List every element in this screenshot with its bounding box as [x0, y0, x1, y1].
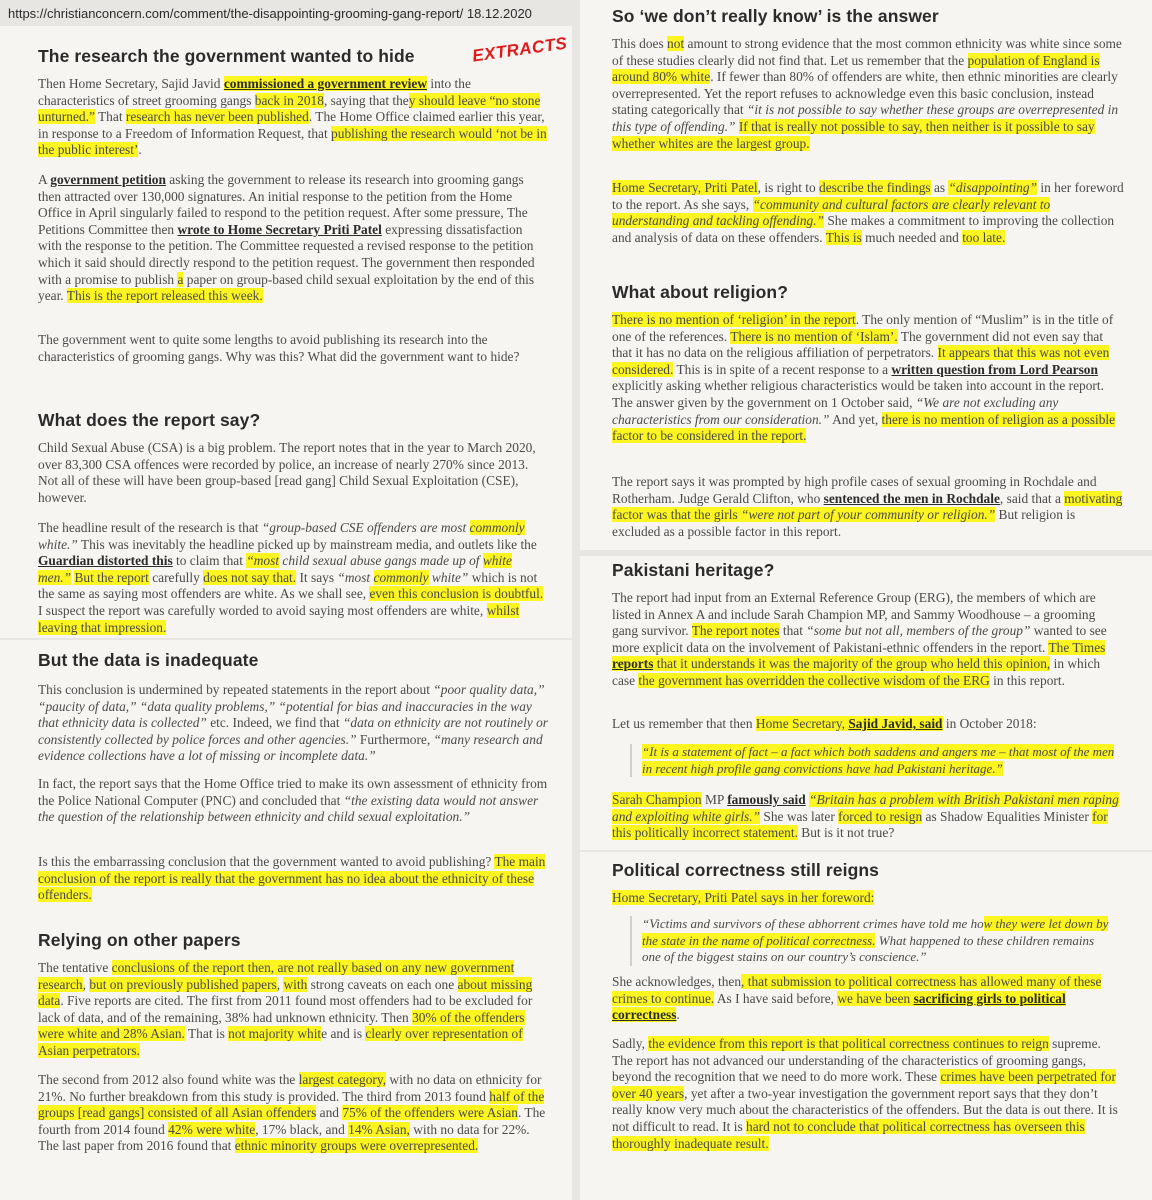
- text-run: . The Home Office claimed earlier this year, in response to a Freedom of Information Request, that: [38, 109, 545, 141]
- text-run: with no data on ethnicity for 21%. No further breakdown from this study is provided. The third from 2013 found: [38, 1072, 542, 1104]
- highlighted-text: It appears that this was not even considered.: [612, 345, 1110, 377]
- panel-research: [0, 26, 572, 638]
- paragraph: [612, 180, 1124, 246]
- highlighted-text: If that is really not possible to say, then neither is it possible to say whether whites are the largest group.: [612, 118, 1095, 151]
- extracts-stamp: EXTRACTS: [471, 33, 569, 66]
- highlighted-text: commonly: [469, 520, 525, 535]
- text-run: , 17% black, and: [255, 1121, 349, 1137]
- text-run: with no data for 22%. The last paper from 2016 found that: [38, 1121, 530, 1154]
- text-run: asking the government to release its research into grooming gangs then attracted over 130,000 signatures. An initial response to the petition from the Home Office in April singularly failed to respond to the petition request. After some pressure, The Petitions Committee then: [38, 172, 528, 237]
- heading-data-inadequate: But the data is inadequate: [38, 650, 259, 670]
- text-run: in which case: [612, 656, 1101, 688]
- paragraph: [612, 474, 1124, 540]
- highlighted-text: 14% Asian,: [348, 1121, 410, 1137]
- highlighted-text: describe the findings: [819, 180, 931, 195]
- text-run: A: [38, 172, 51, 187]
- inline-link[interactable]: sacrificing girls to political correctness: [612, 990, 1066, 1023]
- text-run: as Shadow Equalities Minister: [922, 808, 1093, 824]
- text-run: that: [779, 623, 807, 639]
- highlighted-text: hard not to conclude that political correctness has overseen this thoroughly inadequate result.: [612, 1118, 1085, 1151]
- highlighted-text: motivating factor was that the girls: [612, 490, 1123, 523]
- text-run: . The only mention of “Muslim” is in the title of one of the references.: [612, 312, 1114, 344]
- highlighted-text: “most: [246, 553, 280, 569]
- highlighted-text: Home Secretary, Priti Patel: [612, 180, 758, 195]
- highlighted-text: Sarah Champion: [612, 792, 702, 807]
- paragraph: [38, 960, 548, 1060]
- highlighted-text: 42% were white: [168, 1121, 256, 1137]
- highlighted-text: y should leave “no stone unturned.”: [38, 92, 541, 125]
- highlighted-text: “community and cultural factors are clearly relevant to understanding and tackling offending.”: [612, 196, 1051, 229]
- highlighted-text: “Britain has a problem with British Pakistani men raping and exploiting white girls.”: [612, 792, 1119, 824]
- inline-link[interactable]: written question from Lord Pearson: [891, 361, 1098, 377]
- highlighted-text: , that submission to political correctness has allowed many of these crimes to continue.: [612, 974, 1102, 1006]
- text-run: , is right to: [757, 180, 820, 195]
- highlighted-text: The Times: [1048, 639, 1106, 655]
- text-run: in October 2018:: [942, 716, 1037, 731]
- highlighted-text: “were not part of your community or religion.”: [741, 507, 996, 523]
- text-run: explicitly asking whether religious characteristics would be taken into account in the report. The answer given by the government on 1 October said,: [612, 378, 1104, 410]
- text-run: The government did not even say that that it has no data on the religious affiliation of perpetrators.: [612, 328, 1104, 361]
- text-run: This does: [612, 36, 668, 51]
- text-run: expressing dissatisfaction with the response to the petition. The Committee requested a revised response to the petition which it said should directly respond to the petition request. The government then responded with a promise to publish: [38, 221, 535, 287]
- highlighted-text: 30% of the offenders were white and 28% Asian.: [38, 1009, 525, 1042]
- text-run: But religion is excluded as a possible factor in this report.: [612, 507, 1076, 539]
- heading-report-says: What does the report say?: [38, 410, 261, 430]
- text-run: “some but not all, members of the group”: [806, 623, 1031, 639]
- highlighted-text: even this conclusion is doubtful.: [369, 586, 544, 602]
- paragraph: [612, 716, 1124, 733]
- panel-pakistani: [580, 556, 1152, 850]
- text-run: In fact, the report says that the Home Office tried to make its own assessment of ethnicity from the Police National Computer (PNC) and concluded that: [38, 776, 548, 808]
- text-run: Then Home Secretary, Sajid Javid: [38, 76, 224, 91]
- inline-link[interactable]: wrote to Home Secretary Priti Patel: [177, 221, 382, 237]
- text-run: to claim that: [172, 553, 247, 569]
- text-run: .: [676, 1007, 680, 1023]
- highlighted-text: there is no mention of religion as a possible factor to be considered in the report.: [612, 411, 1116, 444]
- paragraph: [38, 682, 548, 765]
- text-run: “it is not possible to say whether these groups are overrepresented in this type of offending.”: [612, 102, 1119, 134]
- text-run: , saying that the: [323, 92, 409, 108]
- paragraph: [612, 974, 1124, 1024]
- text-run: “group-based CSE offenders are most: [261, 520, 470, 535]
- highlighted-text: There is no mention of ‘religion’ in the report: [612, 312, 856, 327]
- text-run: white.”: [38, 536, 78, 552]
- text-run: e and is: [321, 1026, 366, 1042]
- highlighted-text: Home Secretary, Priti Patel says in her foreword:: [612, 890, 875, 905]
- text-run: “Victims and survivors of these abhorrent crimes have told me ho: [642, 916, 984, 931]
- paragraph: [38, 332, 548, 365]
- highlighted-text: whilst leaving that impression.: [38, 602, 520, 635]
- text-run: into the characteristics of street grooming gangs: [38, 76, 471, 108]
- text-run: “poor quality data,” “paucity of data,” “data quality problems,” “potential for bias and inaccuracies in the way that ethnicity data is collected”: [38, 682, 545, 731]
- highlighted-text: a: [177, 271, 184, 287]
- paragraph: [38, 854, 548, 904]
- text-run: This was inevitably the headline picked up by mainstream media, and outlets like the: [77, 536, 537, 552]
- paragraph: [612, 890, 1124, 907]
- text-run: She acknowledges, then: [612, 974, 742, 989]
- text-run: “data on ethnicity are not routinely or consistently collected by police forces and other agencies.”: [38, 715, 548, 747]
- heading-dont-know: So ‘we don’t really know’ is the answer: [612, 6, 939, 26]
- right-column: [580, 0, 1152, 1200]
- text-run: ,: [276, 976, 284, 992]
- text-run: and: [316, 1105, 343, 1121]
- text-run: This conclusion is undermined by repeated statements in the report about: [38, 682, 434, 697]
- text-run: much needed and: [861, 229, 963, 245]
- text-run: The report had input from an External Reference Group (ERG), the members of which are listed in Annex A and include Sarah Champion MP, and Sammy Woodhouse – a grooming gang survivor.: [612, 590, 1096, 639]
- text-run: wanted to see more explicit data on the involvement of Pakistani-ethnic offenders in the report.: [612, 623, 1107, 655]
- text-run: ,: [82, 976, 90, 992]
- text-run: The headline result of the research is that: [38, 520, 262, 535]
- text-run: She makes a commitment to improving the collection and analysis of data on these offenders.: [612, 213, 1115, 245]
- text-run: Sadly,: [612, 1036, 649, 1051]
- text-run: The second from 2012 also found white was the: [38, 1072, 299, 1087]
- text-run: MP: [701, 792, 728, 807]
- heading-research: The research the government wanted to hide: [38, 46, 415, 66]
- paragraph: [38, 440, 548, 506]
- highlighted-text: the government has overridden the collective wisdom of the ERG: [638, 672, 990, 688]
- text-run: amount to strong evidence that the most common ethnicity was white since some of these studies clearly did not find that. Let us remember that the: [612, 36, 1122, 68]
- text-run: in this report.: [989, 672, 1065, 688]
- highlighted-text: This is the report released this week.: [66, 288, 263, 304]
- highlighted-text: we have been: [837, 990, 914, 1006]
- highlighted-text: Home Secretary,: [755, 716, 849, 731]
- text-run: But is it not true?: [797, 825, 895, 841]
- inline-link[interactable]: government petition: [50, 172, 166, 187]
- panel-data: [0, 640, 572, 1200]
- highlighted-text: the evidence from this report is that political correctness continues to reign: [648, 1036, 1049, 1051]
- highlighted-text: white men.”: [38, 553, 512, 585]
- highlighted-text: about missing data: [38, 976, 533, 1009]
- text-run: This is in spite of a recent response to a: [673, 361, 892, 377]
- highlighted-text: “disappointing”: [948, 180, 1038, 195]
- text-run: Is this the embarrassing conclusion that the government wanted to avoid publishing?: [38, 854, 495, 869]
- highlighted-text: “It is a statement of fact – a fact which both saddens and angers me – that most of the men in recent high profile gang convictions have had Pakistani heritage.”: [642, 744, 1115, 776]
- highlighted-text: largest category,: [298, 1072, 387, 1087]
- inline-link[interactable]: Guardian distorted this: [38, 553, 173, 569]
- text-run: The government went to quite some lengths to avoid publishing its research into the characteristics of grooming gangs. Why was this? What did the government want to hide?: [38, 332, 520, 364]
- text-run: As I have said before,: [714, 990, 838, 1006]
- highlighted-text: does not say that.: [203, 569, 297, 585]
- text-run: I suspect the report was carefully worded to avoid saying most offenders are white,: [38, 602, 487, 618]
- text-run: child sexual abuse gangs made up of: [279, 553, 483, 569]
- left-column: [0, 0, 572, 1200]
- inline-link[interactable]: Sajid Javid, said: [848, 716, 943, 731]
- highlighted-text: forced to resign: [838, 808, 923, 824]
- paragraph: [38, 520, 548, 636]
- paragraph: [612, 792, 1124, 842]
- highlighted-text: back in 2018: [254, 92, 324, 108]
- paragraph: [612, 1036, 1124, 1152]
- inline-link[interactable]: commissioned a government review: [223, 76, 427, 91]
- quote-javid: [630, 744, 1116, 777]
- highlighted-text: half of the groups [read gangs] consisted of all Asian offenders: [38, 1088, 545, 1121]
- text-run: Child Sexual Abuse (CSA) is a big problem. The report notes that in the year to March 2020, over 83,300 CSA offences were recorded by police, an increase of nearly 270% since 2013. Not all of these will have been group-based [read gang] Child Sexual Exploitation (CSE), however.: [38, 440, 536, 505]
- paragraph: [612, 36, 1124, 152]
- highlighted-text: too late.: [962, 229, 1006, 245]
- highlighted-text: crimes have been perpetrated for over 40 years: [612, 1069, 1116, 1101]
- highlighted-text: commonly: [373, 569, 429, 585]
- highlighted-text: The main conclusion of the report is really that the government has no idea about the ethnicity of these offenders.: [38, 854, 546, 903]
- text-run: “the existing data would not answer the question of the relationship between ethnicity and child sexual exploitation.”: [38, 792, 539, 825]
- highlighted-text: not: [667, 36, 685, 51]
- heading-pakistani-heritage: Pakistani heritage?: [612, 560, 775, 580]
- text-run: Furthermore,: [356, 731, 434, 747]
- panel-political-correctness: [580, 852, 1152, 1200]
- text-run: . Five reports are cited. The first from 2011 found most offenders had to be excluded for lack of data, and of the remaining, 38% had unknown ethnicity. Then: [38, 993, 533, 1025]
- highlighted-text: ethnic minority groups were overrepresented.: [234, 1138, 479, 1154]
- text-run: The report says it was prompted by high profile cases of sexual grooming in Rochdale and Rotherham. Judge Gerald Clifton, who: [612, 474, 1097, 506]
- paragraph: [38, 776, 548, 826]
- text-run: It says: [296, 569, 338, 585]
- panel-answer: [580, 0, 1152, 550]
- text-run: She was later: [760, 808, 839, 824]
- highlighted-text: not majority whit: [228, 1026, 322, 1042]
- text-run: , said that a: [999, 490, 1065, 506]
- paragraph: [612, 590, 1124, 690]
- text-run: . The fourth from 2014 found: [38, 1105, 546, 1137]
- text-run: That is: [184, 1026, 229, 1042]
- text-run: And yet,: [829, 411, 882, 427]
- text-run: supreme. The report has not advanced our understanding of the characteristics of grooming gangs, beyond the recognition that we need to do more work. These: [612, 1036, 1101, 1085]
- text-run: in her foreword to the report. As she says,: [612, 180, 1124, 212]
- text-run: which is not the same as saying most offenders are white. As we shall see,: [38, 569, 538, 602]
- inline-link[interactable]: sentenced the men in Rochdale: [823, 490, 1000, 506]
- text-run: .: [138, 142, 142, 158]
- url-label: https://christianconcern.com/comment/the-disappointing-grooming-gang-report/ 18.12.2020: [8, 6, 532, 21]
- highlighted-text: research has never been published: [125, 109, 309, 125]
- heading-other-papers: Relying on other papers: [38, 930, 241, 950]
- highlighted-text: but on previously published papers: [89, 976, 277, 992]
- text-run: paper on group-based child sexual exploitation by the end of this year.: [38, 271, 535, 304]
- text-run: , yet after a two-year investigation the government report says that they don’t really know very much about the characteristics of the offenders. But the data is out there. It is not difficult to read. It is: [612, 1085, 1118, 1134]
- text-run: white”: [428, 569, 469, 585]
- heading-political-correctness: Political correctness still reigns: [612, 860, 879, 880]
- text-run: What happened to these children remains one of the biggest stains on our country’s conscience.”: [642, 932, 1095, 965]
- highlighted-text: 75% of the offenders were Asian: [342, 1105, 518, 1121]
- highlighted-text: for this politically incorrect statement.: [612, 808, 1108, 841]
- text-run: “We are not excluding any characteristics from our consideration.”: [612, 394, 1059, 427]
- highlighted-text: The report notes: [691, 623, 780, 639]
- text-run: as: [930, 180, 949, 195]
- highlighted-text: But the report: [74, 569, 149, 585]
- highlighted-text: population of England is around 80% white: [612, 52, 1100, 85]
- highlighted-text: w they were let down by the state in the name of political correctness.: [642, 916, 1109, 948]
- paragraph: [38, 76, 548, 159]
- highlighted-text: that it understands it was the majority of the group who held this opinion,: [653, 656, 1051, 672]
- quote-patel: [630, 916, 1116, 966]
- inline-link[interactable]: famously said: [727, 792, 806, 807]
- highlighted-text: This is: [825, 229, 862, 245]
- heading-religion: What about religion?: [612, 282, 789, 302]
- text-run: strong caveats on each one: [307, 976, 458, 992]
- paragraph: [612, 312, 1124, 445]
- text-run: . If fewer than 80% of offenders are white, then ethnic minorities are clearly overrepresented. Yet the report refuses to acknowledge even this basic conclusion, instead stating categorically that: [612, 69, 1118, 118]
- text-run: etc. Indeed, we find that: [206, 715, 343, 731]
- text-run: carefully: [148, 569, 204, 585]
- text-run: That: [94, 109, 126, 125]
- highlighted-text: There is no mention of ‘Islam’.: [730, 328, 898, 344]
- text-run: The tentative: [38, 960, 112, 975]
- paragraph: [38, 172, 548, 305]
- text-run: “most: [337, 569, 374, 585]
- highlighted-text: publishing the research would ‘not be in the public interest’: [38, 125, 547, 158]
- highlighted-text: conclusions of the report then, are not really based on any new government research: [38, 960, 515, 992]
- paragraph: [38, 1072, 548, 1155]
- text-run: Let us remember that then: [612, 716, 756, 731]
- highlighted-text: clearly over representation of Asian perpetrators.: [38, 1026, 523, 1058]
- highlighted-text: with: [283, 976, 308, 992]
- inline-link[interactable]: reports: [612, 656, 654, 672]
- text-run: “many research and evidence collections have a lot of missing or incomplete data.”: [38, 731, 543, 764]
